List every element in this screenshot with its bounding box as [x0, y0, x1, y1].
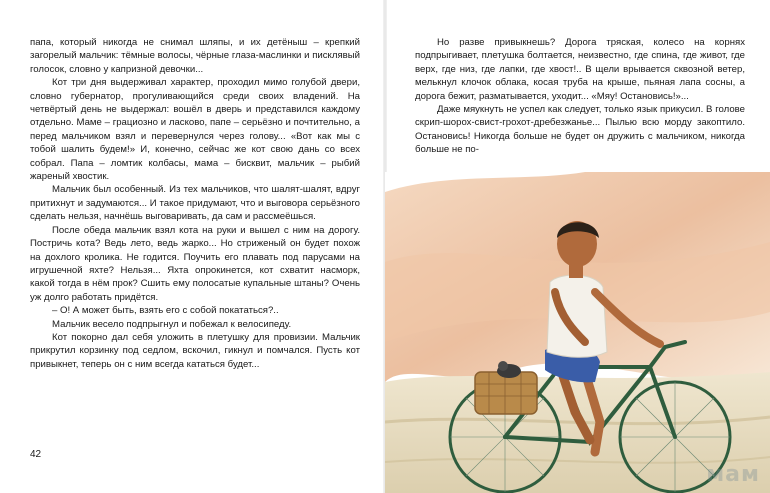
- paragraph: Кот три дня выдерживал характер, проходил мимо голубой двери, словно губернатор, прогуливающийся среди своих владений. На четвёртый день не выдержал: вошёл в дверь и представился каждому отдельно. Маме – грациозно и ласково, папе – серьёзно и почтительно, а перед мальчиком взял и перевернулся через голову... «Вот как мы с тобой шалить будем!» И, конечно, сейчас же кот свою дань со всех собрал. Папа – ломтик колбасы, мама – бисквит, мальчик – рыбий жареный хвостик.: [30, 77, 360, 183]
- paragraph: После обеда мальчик взял кота на руки и вышел с ним на дорогу. Постричь кота? Ведь лето, ведь жарко... Но стриженый он будет похож на дохлого кролика. Не годится. Поучить его плавать под парусами на игрушечной яхте? Нельзя... Яхта опрокинется, кот схватит насморк, какой тогда в нём прок? Сшить ему полосатые купальные штаны? Очень уж долго работать придётся.: [30, 224, 360, 303]
- paragraph: папа, который никогда не снимал шляпы, и их детёныш – крепкий загорелый мальчик: тёмные волосы, чёрные глаза-маслинки и писклявый голосок, словно у капризной девочки...: [30, 37, 360, 75]
- paragraph: Мальчик был особенный. Из тех мальчиков, что шалят-шалят, вдруг притихнут и задумаются... И такое придумают, что и выговора серьёзного сделать нельзя, начнёшь выговаривать, да сам и рассмеёшься.: [30, 184, 360, 223]
- paragraph: Кот покорно дал себя уложить в плетушку для провизии. Мальчик прикрутил корзинку под седлом, вскочил, гикнул и помчался. Пусть кот привыкнет, теперь он с ним всегда кататься будет...: [30, 331, 360, 370]
- paragraph: Мальчик весело подпрыгнул и побежал к велосипеду.: [52, 318, 292, 330]
- boy-on-bicycle-illustration: [385, 172, 770, 493]
- watermark-logo: мам: [706, 462, 760, 487]
- left-page-text: [30, 36, 360, 371]
- right-page: [385, 0, 770, 493]
- right-page-text: [415, 36, 745, 157]
- page-number: 42: [30, 449, 42, 460]
- paragraph: Но разве привыкнешь? Дорога тряская, колесо на корнях подпрыгивает, плетушка болтается, неизвестно, где спина, где живот, где верх, где низ, где лапки, где хвост!.. В щели врывается сквозной ветер, мелькнул клочок облака, косая труба на крыше, пьяная лапа сосны, а дорога бежит, разматывается, уходит... «Мяу! Остановись!»...: [415, 37, 745, 102]
- paragraph: – О! А может быть, взять его с собой покататься?..: [52, 305, 279, 317]
- paragraph: Даже мяукнуть не успел как следует, только язык прикусил. В голове скрип-шорох-свист-грохот-дребезжанье... Пылью всю морду закоптило. Остановись! Никогда больше не будет он дружить с мальчиком, никогда больше не по-: [415, 104, 745, 156]
